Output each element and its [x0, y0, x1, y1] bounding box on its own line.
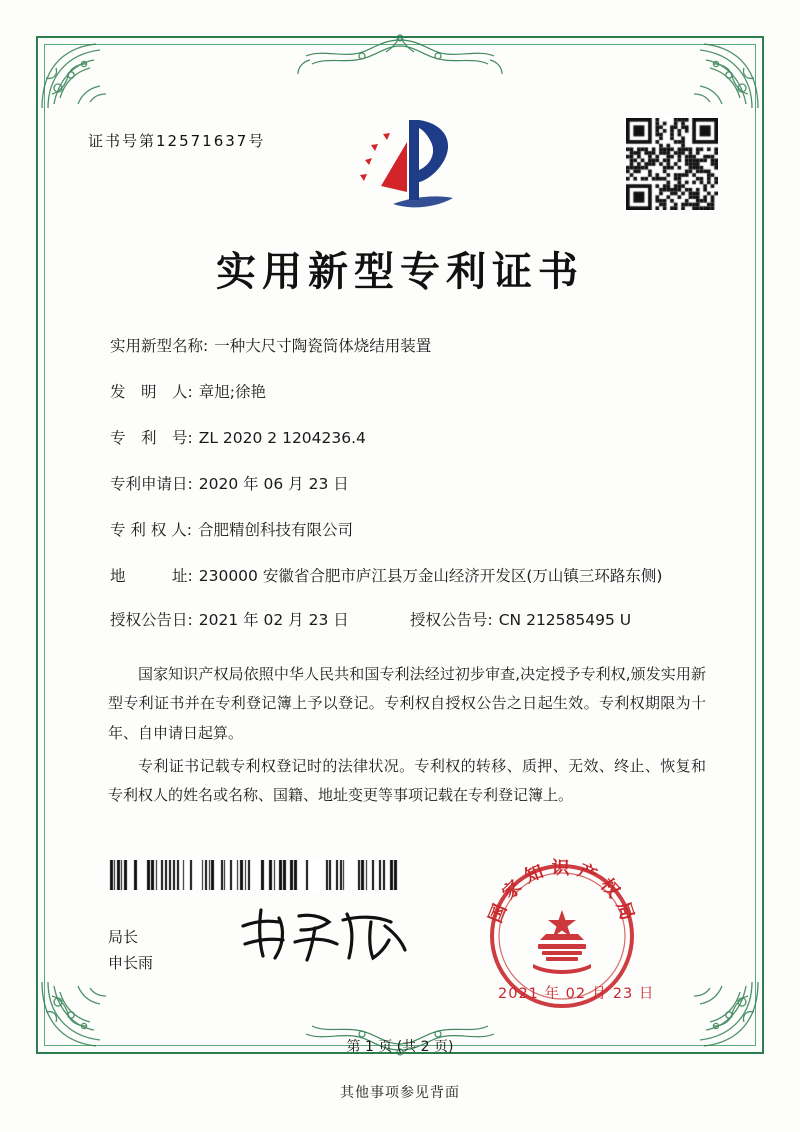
field-value-address: 230000 安徽省合肥市庐江县万金山经济开发区(万山镇三环路东侧): [198, 567, 663, 586]
field-row-grant: [110, 608, 704, 632]
field-value-announcement-number: CN 212585495 U: [498, 611, 632, 630]
field-row: [110, 380, 704, 404]
cnipa-logo-icon: [335, 112, 465, 220]
field-value-patent-number: ZL 2020 2 1204236.4: [198, 429, 366, 448]
field-label-utility-model-name: 实用新型名称:: [110, 337, 209, 355]
legal-text-block: [108, 660, 706, 814]
certificate-number: 证书号第12571637号: [88, 132, 266, 150]
page-title: 实用新型专利证书: [216, 249, 584, 295]
paragraph-grant: 国家知识产权局依照中华人民共和国专利法经过初步审查,决定授予专利权,颁发实用新型专利证书并在专利登记簿上予以登记。专利权自授权公告之日起生效。专利权期限为十年、自申请日起算。: [108, 665, 706, 742]
field-row: [110, 472, 704, 496]
seal-date: 2021 年 02 月 23 日: [498, 986, 655, 1002]
field-label-patent-number: 专 利 号:: [110, 429, 193, 448]
signature-label-block: [108, 925, 153, 976]
field-row: [110, 564, 704, 588]
field-row: [110, 426, 704, 450]
signature-role-label: 局长: [108, 928, 139, 946]
field-row: [110, 334, 704, 358]
field-label-address: 地 址:: [110, 567, 193, 586]
field-label-announcement-date: 授权公告日:: [110, 611, 193, 630]
field-value-utility-model-name: 一种大尺寸陶瓷筒体烧结用装置: [214, 337, 432, 355]
field-label-patentee: 专 利 权 人:: [110, 521, 193, 540]
field-label-inventor: 发 明 人:: [110, 383, 193, 402]
field-value-announcement-date: 2021 年 02 月 23 日: [198, 611, 349, 630]
field-value-patentee: 合肥精创科技有限公司: [198, 521, 354, 540]
page-number: 第 1 页 (共 2 页): [346, 1039, 454, 1055]
field-value-application-date: 2020 年 06 月 23 日: [198, 475, 349, 494]
signature-name-label: 申长雨: [108, 953, 154, 972]
qr-code-icon: [626, 118, 718, 210]
svg-text:国家知识产权局: 国家知识产权局: [485, 857, 640, 930]
top-flourish-ornament: [250, 34, 550, 80]
handwritten-signature-icon: [235, 900, 425, 970]
field-row: [110, 518, 704, 542]
barcode-icon: [108, 860, 398, 890]
back-side-note: 其他事项参见背面: [340, 1085, 460, 1101]
corner-ornament-top-left: [38, 38, 112, 112]
paragraph-register: 专利证书记载专利权登记时的法律状况。专利权的转移、质押、无效、终止、恢复和专利权人的姓名或名称、国籍、地址变更等事项记载在专利登记簿上。: [108, 756, 706, 804]
field-list: [110, 334, 704, 638]
corner-ornament-top-right: [688, 38, 762, 112]
field-label-announcement-number: 授权公告号:: [410, 611, 493, 630]
field-label-application-date: 专利申请日:: [110, 475, 193, 494]
field-value-inventor: 章旭;徐艳: [198, 383, 266, 402]
